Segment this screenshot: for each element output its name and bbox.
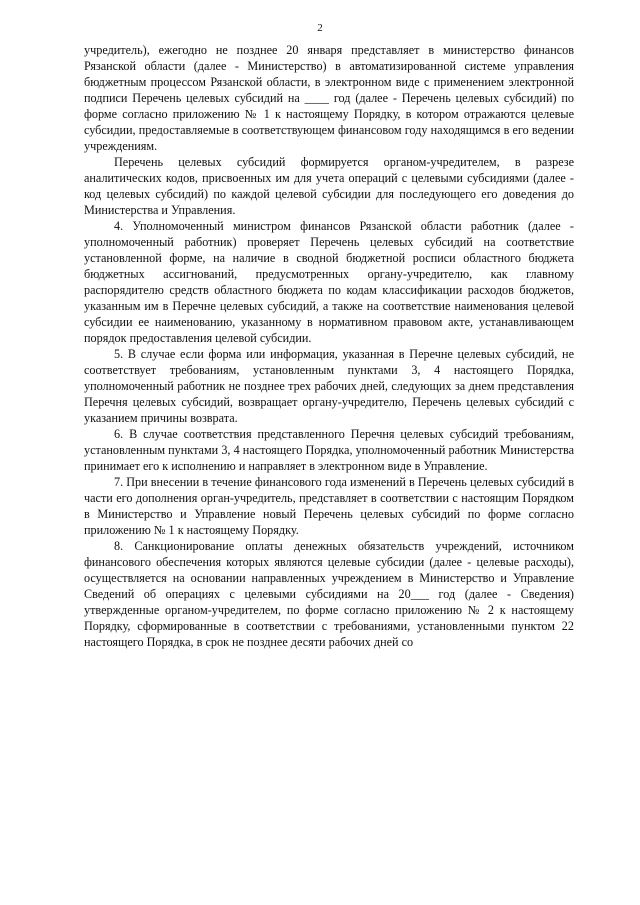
paragraph-item-7: 7. При внесении в течение финансового года изменений в Перечень целевых субсидий в части его дополнения орган-учредитель, представляет в соответствии с настоящим Порядком в Министерство и Управление новый Перечень целевых субсидий по форме согласно приложению № 1 к настоящему Порядку. bbox=[84, 475, 574, 537]
paragraph-item-8: 8. Санкционирование оплаты денежных обязательств учреждений, источником финансового обеспечения которых являются целевые субсидии (далее - целевые расходы), осуществляется на основании направленных учреждением в Министерство и Управление Сведений об операциях с целевыми субсидиями на 20___ год (далее - Сведения) утвержденные органом-учредителем, по форме согласно приложению № 2 к настоящему Порядку, сформированные в соответствии с требованиями, установленными пунктом 22 настоящего Порядка, в срок не позднее десяти рабочих дней со bbox=[84, 539, 574, 649]
paragraph-item-6: 6. В случае соответствия представленного Перечня целевых субсидий требованиям, установленным пунктами 3, 4 настоящего Порядка, уполномоченный работник Министерства принимает его к исполнению и направляет в электронном виде в Управление. bbox=[84, 427, 574, 473]
paragraph-item-4: 4. Уполномоченный министром финансов Рязанской области работник (далее - уполномоченный работник) проверяет Перечень целевых субсидий на соответствие установленной форме, на наличие в сводной бюджетной росписи областного бюджета бюджетных ассигнований, предусмотренных органу-учредителю, как главному распорядителю средств областного бюджета по кодам классификации расходов бюджетов, указанным им в Перечне целевых субсидий, а также на соответствие наименования целевой субсидии ее наименованию, указанному в нормативном правовом акте, устанавливающем порядок предоставления целевой субсидии. bbox=[84, 219, 574, 345]
paragraph-continuation: учредитель), ежегодно не позднее 20 января представляет в министерство финансов Рязанской области (далее - Министерство) в автоматизированной системе управления бюджетным процессом Рязанской области, в электронном виде с применением электронной подписи Перечень целевых субсидий на ____ год (далее - Перечень целевых субсидий) по форме согласно приложению № 1 к настоящему Порядку, в котором отражаются целевые субсидии, предоставляемые в соответствующем финансовом году находящимся в его ведении учреждениям. bbox=[84, 43, 574, 153]
page-number: 2 bbox=[317, 22, 323, 34]
paragraph-item-5: 5. В случае если форма или информация, указанная в Перечне целевых субсидий, не соответствует требованиям, установленным пунктами 3, 4 настоящего Порядка, уполномоченный работник не позднее трех рабочих дней, следующих за днем представления Перечня целевых субсидий, возвращает органу-учредителю, Перечень целевых субсидий с указанием причины возврата. bbox=[84, 347, 574, 425]
paragraph-subsidy-list-formation: Перечень целевых субсидий формируется органом-учредителем, в разрезе аналитических кодов, присвоенных им для учета операций с целевыми субсидиями (далее - код целевых субсидий) по каждой целевой субсидии для последующего его доведения до Министерства и Управления. bbox=[84, 155, 574, 217]
document-body bbox=[84, 42, 574, 650]
